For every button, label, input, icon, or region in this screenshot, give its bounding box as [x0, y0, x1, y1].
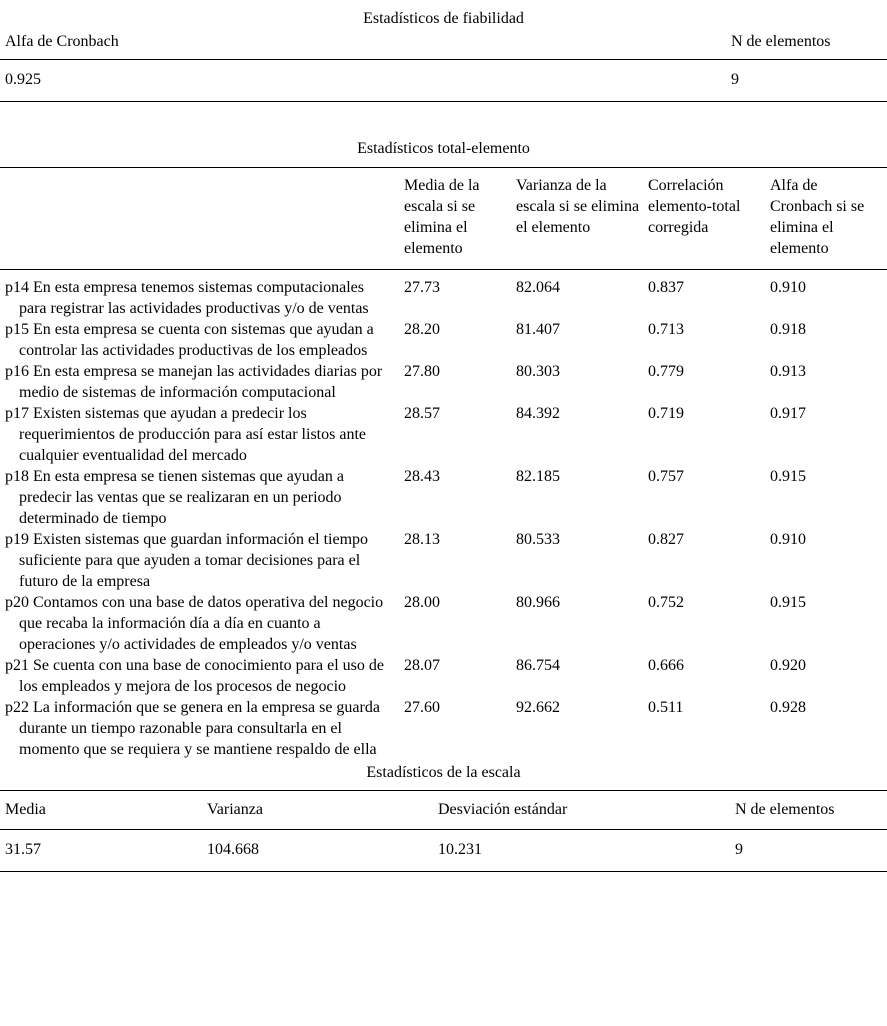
alfa-cell: 0.915	[770, 468, 806, 485]
alfa-cell: 0.910	[770, 531, 806, 548]
varianza-cell: 80.303	[516, 363, 560, 380]
varianza-cell: 92.662	[516, 699, 560, 716]
header-desviacion-estandar: Desviación estándar	[438, 801, 568, 818]
media-cell: 28.07	[404, 657, 440, 674]
header-alfa-cronbach: Alfa de Cronbach si se elimina el elemento	[770, 177, 865, 257]
table-row-p21	[0, 655, 887, 697]
table-row-p17	[0, 403, 887, 466]
header-varianza-escala: Varianza de la escala si se elimina el elemento	[516, 177, 640, 236]
total-element-table-title: Estadísticos total-elemento	[357, 140, 530, 157]
media-cell: 28.00	[404, 594, 440, 611]
alfa-cell: 0.917	[770, 405, 806, 422]
correlacion-cell: 0.719	[648, 405, 684, 422]
table-row-p14	[0, 277, 887, 319]
scale-value-row	[0, 830, 887, 871]
header-varianza: Varianza	[207, 801, 263, 818]
reliability-header-row	[0, 29, 887, 59]
desviacion-value: 10.231	[438, 841, 482, 858]
item-cell: p15 En esta empresa se cuenta con sistemas que ayudan a controlar las actividades productivas de los empleados	[5, 321, 374, 359]
item-cell: p14 En esta empresa tenemos sistemas computacionales para registrar las actividades productivas y/o de ventas	[5, 279, 369, 317]
varianza-cell: 80.533	[516, 531, 560, 548]
header-n-de-elementos: N de elementos	[731, 33, 831, 50]
table-row-p16	[0, 361, 887, 403]
table-row-p20	[0, 592, 887, 655]
item-cell: p17 Existen sistemas que ayudan a predecir los requerimientos de producción para así estar listos ante cualquier eventualidad del mercado	[5, 405, 366, 464]
varianza-cell: 80.966	[516, 594, 560, 611]
media-cell: 27.60	[404, 699, 440, 716]
correlacion-cell: 0.837	[648, 279, 684, 296]
varianza-cell: 81.407	[516, 321, 560, 338]
correlacion-cell: 0.757	[648, 468, 684, 485]
rule	[0, 871, 887, 872]
alfa-cell: 0.913	[770, 363, 806, 380]
reliability-value-row	[0, 60, 887, 101]
header-media: Media	[5, 801, 46, 818]
correlacion-cell: 0.511	[648, 699, 684, 716]
reliability-table-title: Estadísticos de fiabilidad	[363, 10, 524, 27]
media-cell: 27.80	[404, 363, 440, 380]
varianza-cell: 82.064	[516, 279, 560, 296]
n-elementos-value: 9	[731, 71, 739, 88]
n-elementos-value: 9	[735, 841, 743, 858]
total-element-header-row	[0, 168, 887, 269]
header-n-de-elementos: N de elementos	[735, 801, 835, 818]
item-cell: p20 Contamos con una base de datos operativa del negocio que recaba la información día a día en cuanto a operaciones y/o actividades de empleados y/o ventas	[5, 594, 384, 653]
correlacion-cell: 0.827	[648, 531, 684, 548]
alfa-cell: 0.920	[770, 657, 806, 674]
media-cell: 28.13	[404, 531, 440, 548]
item-cell: p22 La información que se genera en la empresa se guarda durante un tiempo razonable para consultarla en el momento que se requiera y se mantiene respaldo de ella	[5, 699, 380, 758]
correlacion-cell: 0.713	[648, 321, 684, 338]
item-cell: p16 En esta empresa se manejan las actividades diarias por medio de sistemas de información computacional	[5, 363, 383, 401]
varianza-cell: 86.754	[516, 657, 560, 674]
media-cell: 28.20	[404, 321, 440, 338]
media-cell: 28.57	[404, 405, 440, 422]
media-cell: 27.73	[404, 279, 440, 296]
alfa-cell: 0.928	[770, 699, 806, 716]
header-media-escala: Media de la escala si se elimina el elemento	[404, 177, 480, 257]
header-item-blank	[5, 175, 404, 259]
item-cell: p18 En esta empresa se tienen sistemas que ayudan a predecir las ventas que se realizaran en un periodo determinado de tiempo	[5, 468, 344, 527]
alfa-value: 0.925	[5, 71, 41, 88]
total-element-table-body	[0, 270, 887, 760]
scale-table-title: Estadísticos de la escala	[366, 764, 521, 781]
table-row-p19	[0, 529, 887, 592]
reliability-statistics-table	[0, 8, 887, 102]
correlacion-cell: 0.779	[648, 363, 684, 380]
item-cell: p21 Se cuenta con una base de conocimiento para el uso de los empleados y mejora de los procesos de negocio	[5, 657, 384, 695]
correlacion-cell: 0.752	[648, 594, 684, 611]
media-value: 31.57	[5, 841, 41, 858]
scale-header-row	[0, 791, 887, 829]
varianza-cell: 82.185	[516, 468, 560, 485]
total-element-statistics-table	[0, 138, 887, 760]
table-row-p15	[0, 319, 887, 361]
item-cell: p19 Existen sistemas que guardan información el tiempo suficiente para que ayuden a tomar decisiones para el futuro de la empresa	[5, 531, 369, 590]
rule	[0, 101, 887, 102]
alfa-cell: 0.918	[770, 321, 806, 338]
table-row-p22	[0, 697, 887, 760]
table-row-p18	[0, 466, 887, 529]
correlacion-cell: 0.666	[648, 657, 684, 674]
media-cell: 28.43	[404, 468, 440, 485]
varianza-value: 104.668	[207, 841, 259, 858]
alfa-cell: 0.915	[770, 594, 806, 611]
alfa-cell: 0.910	[770, 279, 806, 296]
scale-statistics-table	[0, 762, 887, 872]
header-correlacion: Correlación elemento-total corregida	[648, 177, 741, 236]
varianza-cell: 84.392	[516, 405, 560, 422]
header-alfa-de-cronbach: Alfa de Cronbach	[5, 33, 119, 50]
